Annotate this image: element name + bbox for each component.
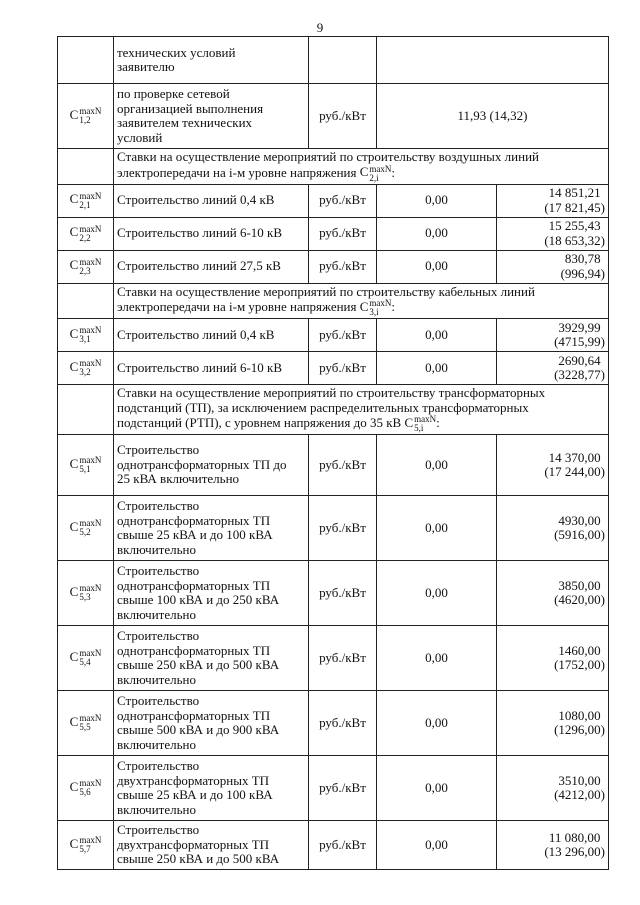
symbol-base: C [69, 835, 79, 851]
symbol-scripts [79, 779, 101, 797]
tariff-symbol [69, 648, 102, 667]
symbol-superscript: maxN [79, 106, 102, 116]
text-line: технических условий [117, 44, 236, 60]
symbol-superscript: maxN [79, 778, 102, 788]
table-row [58, 250, 609, 283]
text-line: Строительство [117, 628, 200, 643]
name-cell [114, 84, 309, 149]
value-cell-1: 0,00 [377, 319, 497, 352]
code-cell [58, 352, 114, 385]
symbol-scripts [79, 519, 101, 537]
table-row [58, 626, 609, 691]
tariff-table [57, 36, 609, 870]
name-cell [114, 756, 309, 821]
value-with-vat: (5916,00) [554, 527, 605, 542]
table-row [58, 496, 609, 561]
code-cell [58, 283, 114, 319]
symbol-base: C [69, 713, 79, 729]
unit-cell: руб./кВт [309, 756, 377, 821]
table-row [58, 691, 609, 756]
symbol-subscript: 5,4 [79, 657, 91, 667]
value-main: 4930,00 [558, 512, 601, 528]
symbol-subscript: 5,7 [79, 844, 91, 854]
section-title [114, 385, 609, 435]
value-main: 1460,00 [558, 642, 601, 658]
text-line: однотрансформаторных ТП [117, 642, 271, 658]
name-cell [114, 435, 309, 496]
symbol-base: C [69, 583, 79, 599]
tariff-symbol [69, 358, 102, 377]
code-cell [58, 37, 114, 84]
value-with-vat: (1296,00) [554, 722, 605, 737]
tariff-symbol [69, 455, 102, 474]
code-cell [58, 821, 114, 870]
table-row [58, 821, 609, 870]
symbol-subscript: 2,2 [79, 232, 91, 243]
value-cell-2 [497, 626, 609, 691]
text-line: свыше 250 кВА и до 500 кВА [117, 851, 280, 867]
section-header-row [58, 149, 609, 185]
symbol-superscript: maxN [79, 325, 102, 335]
value-pair [554, 354, 605, 383]
symbol-subscript: 5,1 [79, 464, 91, 474]
symbol-subscript: 5,5 [79, 722, 91, 732]
text-line: Строительство [117, 822, 200, 838]
text-line: свыше 25 кВА и до 100 кВА [117, 527, 273, 542]
code-cell [58, 184, 114, 217]
value-with-vat: (4715,99) [554, 334, 605, 349]
value-cell-2 [497, 691, 609, 756]
value-cell-2 [497, 184, 609, 217]
symbol-superscript: maxN [79, 583, 102, 593]
symbol-subscript: 2,i [369, 172, 379, 183]
text-line: двухтрансформаторных ТП [117, 836, 270, 852]
symbol-scripts [79, 107, 101, 125]
symbol-base: C [69, 648, 79, 664]
tariff-symbol [359, 163, 392, 183]
symbol-superscript: maxN [79, 713, 102, 723]
text-line: Строительство [117, 758, 200, 773]
text-line: включительно [117, 801, 196, 817]
text-line: однотрансформаторных ТП до [117, 456, 287, 472]
value-cell-1: 0,00 [377, 691, 497, 756]
symbol-subscript: 5,2 [79, 527, 91, 537]
symbol-base: C [69, 358, 79, 374]
section-title-line: Ставки на осуществление мероприятий по строительству трансформаторных [117, 385, 546, 400]
name-cell: Строительство линий 6-10 кВ [114, 352, 309, 385]
unit-cell: руб./кВт [309, 691, 377, 756]
text-line: по проверке сетевой [117, 86, 230, 101]
name-cell: Строительство линий 27,5 кВ [114, 250, 309, 283]
value-cell-1: 0,00 [377, 496, 497, 561]
symbol-subscript: 2,1 [79, 199, 91, 210]
unit-cell: руб./кВт [309, 561, 377, 626]
value-pair [544, 831, 605, 860]
text-line: свыше 100 кВА и до 250 кВА [117, 592, 280, 607]
symbol-subscript: 5,3 [79, 592, 91, 602]
text-line: однотрансформаторных ТП [117, 707, 271, 723]
name-cell [114, 821, 309, 870]
section-title-line: Ставки на осуществление мероприятий по строительству кабельных линий [117, 283, 535, 299]
value-cell-2 [497, 352, 609, 385]
symbol-subscript: 1,2 [79, 115, 91, 125]
value-main: 2690,64 [558, 352, 601, 368]
unit-cell: руб./кВт [309, 319, 377, 352]
tariff-symbol [69, 583, 102, 602]
text-line: двухтрансформаторных ТП [117, 772, 270, 788]
value-cell-1: 0,00 [377, 184, 497, 217]
section-title-line: подстанций (РТП), с уровнем напряжения до 35 кВ C maxN 5,i : [117, 414, 440, 433]
text-line: включительно [117, 541, 196, 557]
symbol-scripts [79, 584, 101, 602]
value-cell-2 [497, 561, 609, 626]
symbol-superscript: maxN [79, 518, 102, 528]
tariff-symbol [69, 106, 102, 125]
value-with-vat: (13 296,00) [544, 844, 605, 859]
symbol-subscript: 3,2 [79, 367, 91, 377]
value-cell-1: 0,00 [377, 561, 497, 626]
table-row [58, 184, 609, 217]
text-line: Строительство [117, 693, 200, 708]
symbol-base: C [69, 224, 79, 240]
unit-cell: руб./кВт [309, 84, 377, 149]
value-pair [561, 252, 605, 281]
value-cell: 11,93 (14,32) [377, 84, 609, 149]
text-line: включительно [117, 606, 196, 622]
name-cell: Строительство линий 0,4 кВ [114, 319, 309, 352]
value-cell-1: 0,00 [377, 435, 497, 496]
symbol-base: C [69, 191, 79, 207]
symbol-scripts [79, 192, 101, 210]
table-row [58, 319, 609, 352]
section-title-line: электропередачи на i-м уровне напряжения C maxN 3,i : [117, 298, 396, 317]
value-with-vat: (17 244,00) [544, 464, 605, 479]
symbol-superscript: maxN [79, 256, 102, 267]
value-pair [554, 321, 605, 350]
section-title-line: электропередачи на i-м уровне напряжения C maxN 2,i : [117, 163, 396, 183]
page-number: 9 [316, 20, 324, 35]
value-main: 3510,00 [558, 772, 601, 788]
value-cell [377, 37, 609, 84]
tariff-symbol [69, 190, 102, 210]
value-with-vat: (1752,00) [554, 657, 605, 672]
value-cell-2 [497, 821, 609, 870]
value-pair [554, 644, 605, 673]
symbol-base: C [69, 325, 79, 341]
text-line: организацией выполнения [117, 100, 264, 116]
code-cell [58, 250, 114, 283]
name-cell [114, 37, 309, 84]
symbol-scripts [79, 359, 101, 377]
value-cell-1: 0,00 [377, 352, 497, 385]
value-main: 11 080,00 [548, 829, 601, 845]
value-main: 3929,99 [558, 319, 601, 335]
unit-cell: руб./кВт [309, 821, 377, 870]
code-cell [58, 691, 114, 756]
symbol-scripts [79, 649, 101, 667]
text-line: свыше 250 кВА и до 500 кВА [117, 657, 280, 672]
symbol-superscript: maxN [79, 190, 102, 201]
code-cell [58, 385, 114, 435]
tariff-symbol [69, 835, 102, 854]
section-title-line: подстанций (ТП), за исключением распределительных трансформаторных [117, 399, 529, 415]
text-line: однотрансформаторных ТП [117, 512, 271, 528]
code-cell [58, 626, 114, 691]
symbol-base: C [69, 518, 79, 534]
table-row [58, 435, 609, 496]
text-line: заявителем технических [117, 115, 253, 130]
symbol-subscript: 3,1 [79, 334, 91, 344]
unit-cell: руб./кВт [309, 184, 377, 217]
code-cell [58, 217, 114, 250]
value-pair [554, 774, 605, 803]
text-line: условий [117, 129, 163, 145]
symbol-superscript: maxN [369, 163, 392, 174]
value-main: 14 851,21 [548, 185, 601, 200]
symbol-superscript: maxN [79, 455, 102, 465]
code-cell [58, 561, 114, 626]
symbol-base: C [69, 455, 79, 471]
tariff-symbol [69, 713, 102, 732]
name-cell [114, 626, 309, 691]
unit-cell: руб./кВт [309, 217, 377, 250]
symbol-scripts [79, 714, 101, 732]
value-main: 15 255,43 [548, 218, 601, 233]
name-cell: Строительство линий 0,4 кВ [114, 184, 309, 217]
tariff-symbol [69, 325, 102, 344]
symbol-scripts [414, 415, 436, 433]
tariff-symbol [69, 518, 102, 537]
value-with-vat: (4620,00) [554, 592, 605, 607]
symbol-subscript: 2,3 [79, 265, 91, 276]
name-cell [114, 561, 309, 626]
text-line: Строительство [117, 563, 200, 578]
symbol-subscript: 3,i [369, 307, 379, 317]
text-line: свыше 25 кВА и до 100 кВА [117, 787, 273, 802]
value-cell-1: 0,00 [377, 756, 497, 821]
value-with-vat: (3228,77) [554, 367, 605, 382]
symbol-base: C [69, 257, 79, 273]
value-pair [554, 579, 605, 608]
symbol-base: C [359, 164, 369, 180]
symbol-scripts [369, 299, 391, 317]
value-cell-2 [497, 319, 609, 352]
symbol-scripts [79, 456, 101, 474]
value-main: 14 370,00 [548, 449, 601, 465]
symbol-scripts [369, 165, 391, 183]
unit-cell [309, 37, 377, 84]
table-row [58, 352, 609, 385]
value-cell-1: 0,00 [377, 250, 497, 283]
value-pair [554, 514, 605, 543]
section-header-row [58, 385, 609, 435]
tariff-symbol [404, 414, 437, 433]
value-pair [554, 709, 605, 738]
value-pair [544, 219, 605, 248]
symbol-scripts [79, 836, 101, 854]
symbol-subscript: 5,i [414, 423, 424, 433]
text-line: 25 кВА включительно [117, 471, 240, 487]
symbol-superscript: maxN [414, 414, 437, 424]
value-main: 3850,00 [558, 577, 601, 593]
unit-cell: руб./кВт [309, 626, 377, 691]
text-line: заявителю [117, 59, 175, 74]
code-cell [58, 496, 114, 561]
value-cell-2 [497, 250, 609, 283]
symbol-superscript: maxN [369, 298, 392, 308]
unit-cell: руб./кВт [309, 496, 377, 561]
symbol-base: C [404, 414, 414, 430]
tariff-symbol [359, 298, 392, 317]
text-line: Строительство [117, 498, 200, 513]
symbol-base: C [69, 106, 79, 122]
value-cell-2 [497, 217, 609, 250]
section-title [114, 283, 609, 319]
table-row [58, 756, 609, 821]
tariff-symbol [69, 256, 102, 276]
value-pair [544, 186, 605, 215]
symbol-subscript: 5,6 [79, 787, 91, 797]
value-cell-2 [497, 435, 609, 496]
symbol-base: C [69, 778, 79, 794]
code-cell [58, 435, 114, 496]
text-line: включительно [117, 736, 196, 752]
table-row [58, 561, 609, 626]
symbol-scripts [79, 258, 101, 276]
code-cell [58, 149, 114, 185]
tariff-table-body [58, 37, 609, 870]
value-cell-2 [497, 496, 609, 561]
symbol-superscript: maxN [79, 223, 102, 234]
name-cell [114, 691, 309, 756]
unit-cell: руб./кВт [309, 352, 377, 385]
symbol-superscript: maxN [79, 358, 102, 368]
table-row [58, 37, 609, 84]
value-pair [544, 451, 605, 480]
symbol-base: C [359, 298, 369, 314]
symbol-superscript: maxN [79, 835, 102, 845]
text-line: однотрансформаторных ТП [117, 577, 271, 593]
name-cell [114, 496, 309, 561]
section-title-line: Ставки на осуществление мероприятий по строительству воздушных линий [117, 149, 539, 164]
name-cell: Строительство линий 6-10 кВ [114, 217, 309, 250]
value-cell-1: 0,00 [377, 626, 497, 691]
value-cell-1: 0,00 [377, 821, 497, 870]
unit-cell: руб./кВт [309, 250, 377, 283]
value-main: 830,78 [564, 251, 601, 266]
value-with-vat: (17 821,45) [544, 199, 605, 215]
unit-cell: руб./кВт [309, 435, 377, 496]
value-cell-2 [497, 756, 609, 821]
value-main: 1080,00 [558, 707, 601, 723]
symbol-superscript: maxN [79, 648, 102, 658]
symbol-scripts [79, 326, 101, 344]
tariff-symbol [69, 223, 102, 243]
value-with-vat: (4212,00) [554, 787, 605, 802]
table-row [58, 84, 609, 149]
value-with-vat: (18 653,32) [544, 232, 605, 248]
value-cell-1: 0,00 [377, 217, 497, 250]
text-line: свыше 500 кВА и до 900 кВА [117, 722, 280, 737]
value-with-vat: (996,94) [560, 265, 605, 281]
table-row [58, 217, 609, 250]
text-line: включительно [117, 671, 196, 687]
code-cell [58, 756, 114, 821]
section-header-row [58, 283, 609, 319]
tariff-symbol [69, 778, 102, 797]
text-line: Строительство [117, 442, 200, 458]
code-cell [58, 84, 114, 149]
section-title [114, 149, 609, 185]
code-cell [58, 319, 114, 352]
symbol-scripts [79, 225, 101, 243]
